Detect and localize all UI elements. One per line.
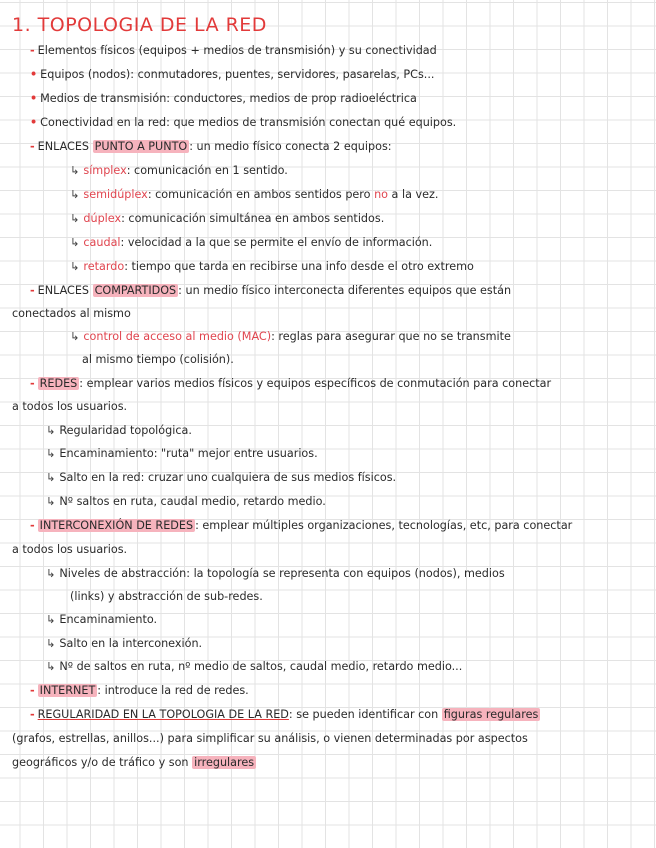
note-line	[30, 43, 437, 59]
note-text: : emplear varios medios físicos y equipos específicos de conmutación para conectar	[79, 377, 552, 390]
note-text: : velocidad a la que se permite el envío de información.	[120, 236, 433, 249]
note-text: : comunicación en 1 sentido.	[126, 164, 288, 177]
note-text: REGULARIDAD EN LA TOPOLOGIA DE LA RED	[37, 708, 289, 721]
note-line	[46, 659, 462, 675]
note-line	[46, 494, 326, 510]
highlighted-term: INTERCONEXIÓN DE REDES	[39, 519, 194, 532]
note-text: Conectividad en la red: que medios de transmisión conectan qué equipos.	[40, 116, 457, 129]
note-line	[46, 636, 202, 652]
arrow-return-icon: ↳	[46, 567, 56, 580]
note-text: Salto en la red: cruzar uno cualquiera de sus medios físicos.	[59, 471, 397, 484]
arrow-return-icon: ↳	[70, 188, 80, 201]
arrow-return-icon: ↳	[70, 260, 80, 273]
note-line	[70, 211, 384, 227]
note-text: Salto en la interconexión.	[59, 637, 203, 650]
note-text: : emplear múltiples organizaciones, tecnologías, etc, para conectar	[195, 519, 573, 532]
note-line	[30, 283, 511, 299]
note-text: a todos los usuarios.	[12, 400, 128, 413]
arrow-return-icon: ↳	[46, 637, 56, 650]
note-line	[12, 731, 528, 747]
note-text: : tiempo que tarda en recibirse una info desde el otro extremo	[124, 260, 474, 273]
note-text: (grafos, estrellas, anillos...) para simplificar su análisis, o vienen determinadas por aspectos	[12, 732, 528, 745]
highlighted-term: PUNTO A PUNTO	[94, 140, 188, 153]
note-text: : reglas para asegurar que no se transmite	[271, 330, 511, 343]
note-line	[30, 115, 456, 131]
arrow-return-icon: ↳	[46, 447, 56, 460]
red-term: símplex	[83, 164, 127, 177]
bullet-marker: •	[30, 92, 38, 105]
note-line	[12, 306, 131, 322]
note-text: Medios de transmisión: conductores, medios de prop radioeléctrica	[40, 92, 417, 105]
bullet-marker: -	[30, 44, 35, 57]
bullet-marker: -	[30, 284, 35, 297]
note-text: ENLACES	[37, 284, 93, 297]
highlighted-term: irregulares	[194, 756, 255, 769]
note-line	[70, 163, 288, 179]
note-line	[12, 755, 256, 771]
note-text: : un medio físico conecta 2 equipos:	[189, 140, 392, 153]
note-line	[46, 566, 505, 582]
note-line	[70, 329, 511, 345]
note-line	[70, 259, 474, 275]
bullet-marker: -	[30, 377, 35, 390]
note-text: geográficos y/o de tráfico y son	[12, 756, 193, 769]
red-term: dúplex	[83, 212, 122, 225]
note-text: ENLACES	[37, 140, 93, 153]
highlighted-term: figuras regulares	[443, 708, 539, 721]
note-line	[82, 352, 234, 368]
note-text: Elementos físicos (equipos + medios de transmisión) y su conectividad	[37, 44, 437, 57]
red-term: semidúplex	[83, 188, 148, 201]
bullet-marker: -	[30, 519, 35, 532]
note-text: Encaminamiento: "ruta" mejor entre usuarios.	[59, 447, 318, 460]
note-text: Nº de saltos en ruta, nº medio de saltos, caudal medio, retardo medio...	[59, 660, 463, 673]
note-text: (links) y abstracción de sub-redes.	[70, 590, 263, 603]
arrow-return-icon: ↳	[70, 164, 80, 177]
note-text: Encaminamiento.	[59, 613, 158, 626]
red-term: caudal	[83, 236, 121, 249]
note-text: a todos los usuarios.	[12, 543, 128, 556]
note-line	[30, 518, 572, 534]
note-line	[46, 446, 318, 462]
note-text: : un medio físico interconecta diferentes equipos que están	[178, 284, 512, 297]
note-text: : comunicación en ambos sentidos pero	[147, 188, 375, 201]
note-line	[12, 399, 127, 415]
bullet-marker: •	[30, 116, 38, 129]
note-text: Nº saltos en ruta, caudal medio, retardo medio.	[59, 495, 326, 508]
note-line	[46, 612, 157, 628]
bullet-marker: •	[30, 68, 38, 81]
note-line	[46, 470, 396, 486]
arrow-return-icon: ↳	[46, 660, 56, 673]
arrow-return-icon: ↳	[70, 236, 80, 249]
note-line	[46, 423, 192, 439]
note-text: al mismo tiempo (colisión).	[82, 353, 234, 366]
page-title: 1. TOPOLOGIA DE LA RED	[12, 14, 267, 36]
note-line	[30, 376, 551, 392]
note-text: : introduce la red de redes.	[97, 684, 249, 697]
note-line	[30, 683, 249, 699]
highlighted-term: REDES	[39, 377, 78, 390]
red-term: control de acceso al medio (MAC)	[83, 330, 272, 343]
arrow-return-icon: ↳	[70, 330, 80, 343]
note-line	[30, 91, 417, 107]
note-line	[30, 707, 540, 723]
highlighted-term: INTERNET	[39, 684, 96, 697]
red-term: retardo	[83, 260, 125, 273]
note-line	[12, 542, 127, 558]
note-line	[70, 589, 263, 605]
highlighted-term: COMPARTIDOS	[94, 284, 177, 297]
note-text: Equipos (nodos): conmutadores, puentes, servidores, pasarelas, PCs...	[40, 68, 435, 81]
arrow-return-icon: ↳	[70, 212, 80, 225]
note-line	[70, 235, 432, 251]
bullet-marker: -	[30, 708, 35, 721]
arrow-return-icon: ↳	[46, 471, 56, 484]
note-line	[30, 139, 392, 155]
note-text: a la vez.	[388, 188, 439, 201]
note-line	[70, 187, 438, 203]
note-text: Niveles de abstracción: la topología se representa con equipos (nodos), medios	[59, 567, 505, 580]
bullet-marker: -	[30, 140, 35, 153]
note-line	[30, 67, 434, 83]
arrow-return-icon: ↳	[46, 495, 56, 508]
arrow-return-icon: ↳	[46, 424, 56, 437]
bullet-marker: -	[30, 684, 35, 697]
arrow-return-icon: ↳	[46, 613, 56, 626]
red-term: no	[374, 188, 388, 201]
note-text: conectados al mismo	[12, 307, 131, 320]
note-text: Regularidad topológica.	[59, 424, 192, 437]
note-text: : se pueden identificar con	[288, 708, 442, 721]
note-text: : comunicación simultánea en ambos sentidos.	[121, 212, 385, 225]
